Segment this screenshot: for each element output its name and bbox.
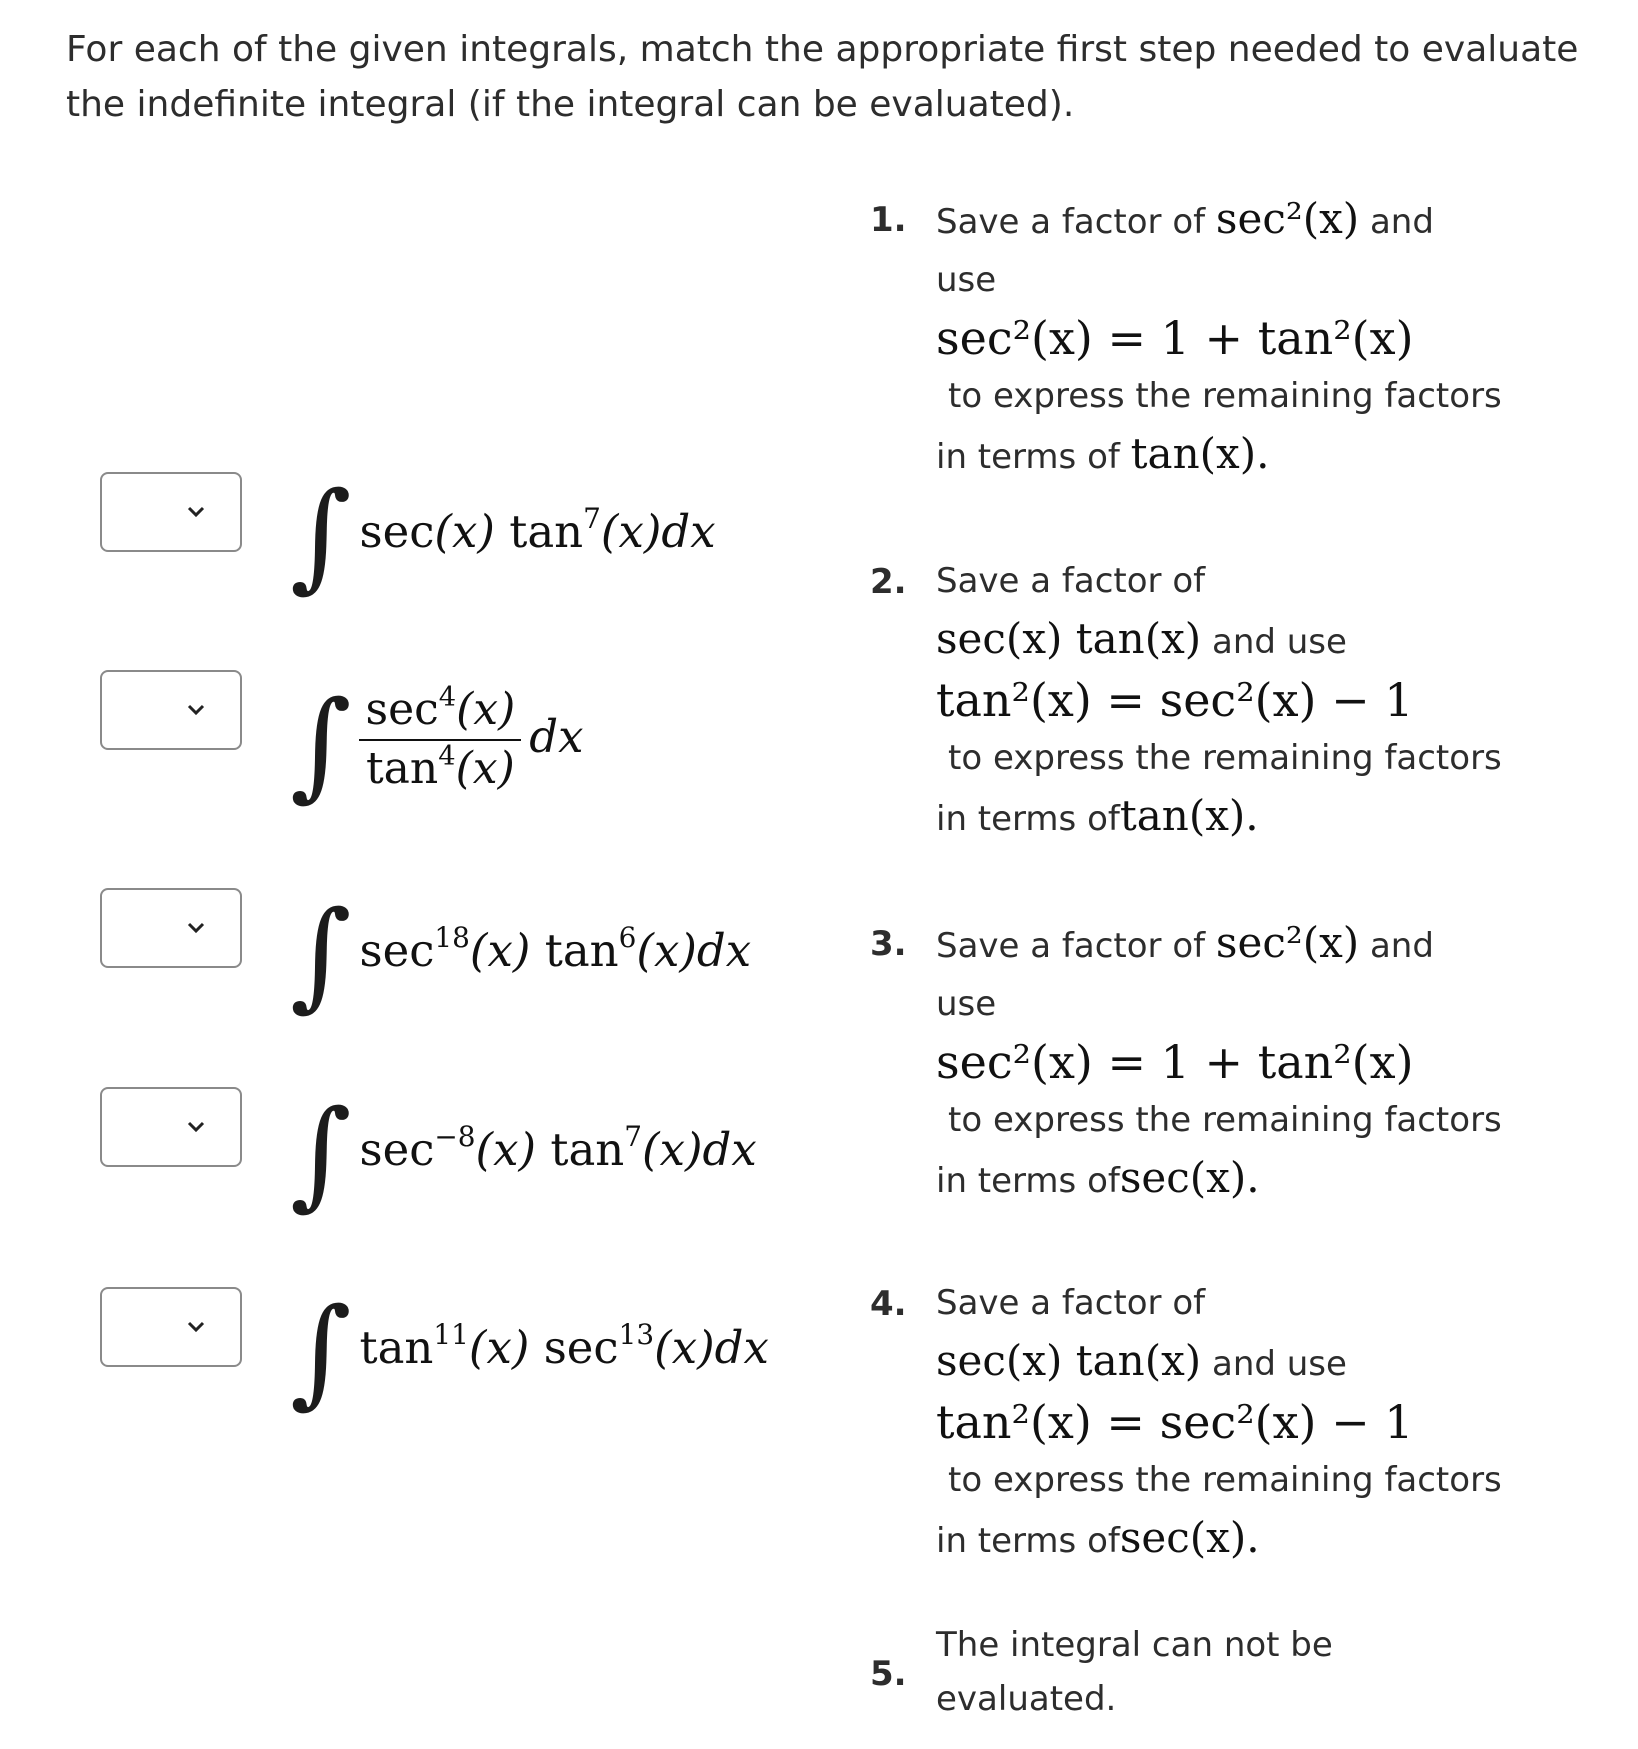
func: tan (550, 1122, 625, 1176)
dx: dx (529, 709, 584, 763)
func: tan (365, 743, 439, 794)
var: (x) (636, 923, 697, 977)
option-text: to express the remaining factors (948, 376, 1502, 416)
option-text: to express the remaining factors (948, 1100, 1502, 1140)
exponent: 6 (618, 920, 637, 954)
option-text: in terms of (936, 1161, 1120, 1201)
option-line (936, 787, 1576, 848)
integral-2 (290, 675, 584, 813)
target-math: sec(x). (1119, 1153, 1260, 1202)
option-number: 2. (870, 562, 907, 602)
chevron-down-icon (186, 502, 206, 522)
identity-math: sec²(x) = 1 + tan²(x) (936, 1035, 1414, 1089)
exponent: 4 (438, 740, 456, 772)
var: (x) (654, 1320, 715, 1374)
var: (x) (434, 504, 495, 558)
dx: dx (702, 1122, 757, 1176)
option-body (936, 190, 1576, 486)
option-line (936, 1149, 1576, 1210)
match-select-5[interactable] (100, 1287, 242, 1367)
func: tan (359, 1320, 434, 1374)
var: (x) (600, 504, 662, 558)
factor-math: sec(x) tan(x) (936, 1336, 1202, 1385)
chevron-down-icon (186, 1317, 206, 1337)
target-math: tan(x). (1119, 791, 1259, 840)
match-select-3[interactable] (100, 888, 242, 968)
var: (x) (469, 923, 531, 977)
option-text: in terms of (936, 1521, 1120, 1561)
match-select-4[interactable] (100, 1087, 242, 1167)
option-number: 3. (870, 924, 907, 964)
integrand (359, 1119, 757, 1176)
match-select-1[interactable] (100, 472, 242, 552)
option-number: 1. (870, 200, 907, 240)
exponent: 13 (618, 1317, 655, 1351)
chevron-down-icon (186, 918, 206, 938)
factor-math: sec(x) tan(x) (936, 614, 1202, 663)
option-text: in terms of (936, 799, 1120, 839)
exponent: 4 (438, 681, 457, 713)
func: sec (365, 684, 439, 736)
option-line (936, 190, 1576, 251)
exponent: 18 (434, 920, 470, 954)
option-line (936, 425, 1576, 486)
identity-math: tan²(x) = sec²(x) − 1 (936, 673, 1414, 727)
option-body (936, 914, 1576, 1210)
match-select-2[interactable] (100, 670, 242, 750)
func: sec (359, 1122, 435, 1176)
numerator (359, 681, 521, 741)
option-text: and use (1211, 622, 1347, 662)
instructions: For each of the given integrals, match the appropriate first step needed to evaluate the indefinite integral (if the integral can be evaluated). (66, 29, 1579, 125)
integral-sign: ∫ (290, 466, 352, 604)
var: (x) (456, 684, 516, 736)
option-text: use (936, 984, 997, 1024)
func: tan (544, 923, 619, 977)
integrand (359, 501, 716, 558)
var: (x) (475, 1122, 537, 1176)
integral-3 (290, 885, 752, 1023)
integral-1 (290, 466, 716, 604)
exponent: 7 (624, 1119, 643, 1153)
dx: dx (714, 1320, 769, 1374)
option-line (936, 610, 1576, 671)
identity-math: tan²(x) = sec²(x) − 1 (936, 1395, 1414, 1449)
option-line (936, 1332, 1576, 1393)
integrand (359, 1317, 769, 1374)
dx: dx (696, 923, 752, 977)
fraction (359, 681, 521, 796)
option-body (936, 1618, 1576, 1726)
exponent: 11 (433, 1317, 469, 1351)
integral-sign: ∫ (290, 1282, 352, 1420)
integral-sign: ∫ (290, 675, 352, 813)
func: sec (359, 923, 435, 977)
exponent: −8 (434, 1119, 476, 1153)
var: (x) (455, 743, 515, 794)
chevron-down-icon (186, 1117, 206, 1137)
integral-5 (290, 1282, 769, 1420)
option-text: Save a factor of (936, 202, 1206, 242)
option-text: Save a factor of (936, 926, 1206, 966)
option-text: Save a factor of (936, 561, 1206, 601)
option-text: to express the remaining factors (948, 1460, 1502, 1500)
option-text: evaluated. (936, 1679, 1117, 1719)
factor-math: sec²(x) (1215, 918, 1360, 967)
integral-sign: ∫ (290, 885, 352, 1023)
option-text: Save a factor of (936, 1283, 1206, 1323)
exponent: 7 (583, 501, 601, 535)
chevron-down-icon (186, 700, 206, 720)
option-line (936, 914, 1576, 975)
func: tan (509, 504, 584, 558)
target-math: tan(x). (1130, 429, 1270, 478)
option-text: to express the remaining factors (948, 738, 1502, 778)
var: (x) (468, 1320, 530, 1374)
option-text: and (1369, 202, 1434, 242)
option-number: 5. (870, 1654, 907, 1694)
option-text: The integral can not be (936, 1625, 1333, 1665)
option-body (936, 552, 1576, 848)
denominator (366, 741, 515, 796)
var: (x) (642, 1122, 703, 1176)
option-text: and use (1211, 1344, 1347, 1384)
option-text: use (936, 260, 997, 300)
integral-4 (290, 1084, 757, 1222)
integrand (359, 920, 752, 977)
integral-sign: ∫ (290, 1084, 352, 1222)
func: sec (543, 1320, 619, 1374)
identity-math: sec²(x) = 1 + tan²(x) (936, 311, 1414, 365)
option-number: 4. (870, 1284, 907, 1324)
option-line (936, 1509, 1576, 1570)
dx: dx (661, 504, 716, 558)
func: sec (359, 504, 435, 558)
factor-math: sec²(x) (1215, 194, 1360, 243)
option-text: and (1369, 926, 1434, 966)
option-text: in terms of (936, 437, 1120, 477)
option-body (936, 1274, 1576, 1570)
target-math: sec(x). (1119, 1513, 1260, 1562)
